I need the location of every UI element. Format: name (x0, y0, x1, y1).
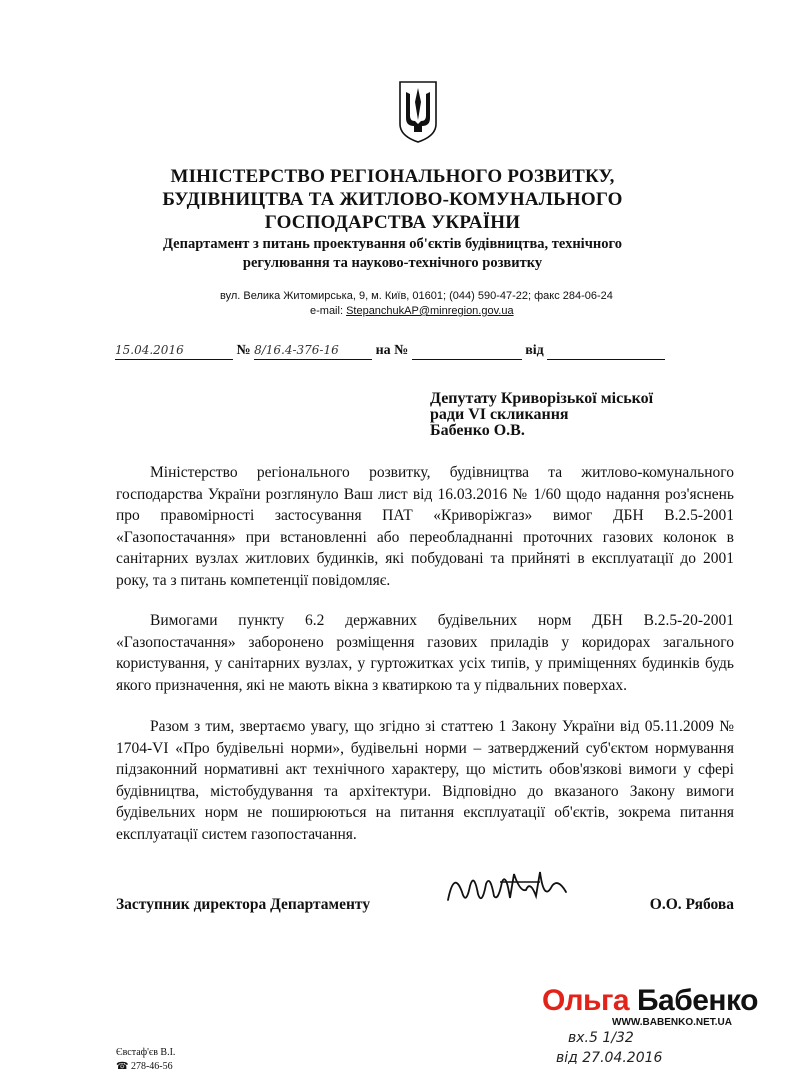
watermark-first-name: Ольга (542, 984, 630, 1017)
addressee-line2: ради VI скликання (430, 406, 569, 423)
signatory-name: О.О. Рябова (649, 896, 734, 913)
handwritten-signature (440, 862, 580, 912)
reg-on-label: на № (375, 343, 409, 358)
reg-on-field (412, 343, 522, 360)
reg-from-label: від (525, 343, 544, 358)
coat-of-arms-icon (397, 80, 439, 144)
email-label: e-mail: (310, 305, 347, 317)
reg-date: 15.04.2016 (115, 343, 184, 357)
watermark-brand (542, 984, 758, 1018)
email-link[interactable]: StepanchukAP@minregion.gov.ua (346, 305, 514, 317)
registration-line (115, 343, 675, 361)
executor-name: Євстаф'єв В.І. (116, 1047, 176, 1058)
org-name-line1: МІНІСТЕРСТВО РЕГІОНАЛЬНОГО РОЗВИТКУ, (170, 166, 615, 187)
executor-phone: ☎ 278-46-56 (116, 1061, 173, 1072)
incoming-date-note: від 27.04.2016 (556, 1050, 663, 1066)
org-address: вул. Велика Житомирська, 9, м. Київ, 01601; (044) 590-47-22; факс 284-06-24 (220, 290, 613, 302)
body-paragraph-3: Разом з тим, звертаємо увагу, що згідно зі статтею 1 Закону України від 05.11.2009 № 1704-VI «Про будівельні норми», будівельні норми – затверджений суб'єктом нормування підзаконний нормативні акт технічного характеру, що містить обов'язкові вимоги у сфері будівництва, містобудування та архітектури. Відповідно до вказаного Закону вимоги будівельних норм не поширюються на питання експлуатації об'єктів, зокрема питання експлуатації систем газопостачання. (116, 718, 734, 843)
department-line2: регулювання та науково-технічного розвитку (242, 255, 543, 271)
reg-number-label: № (236, 343, 251, 358)
reg-number-field (254, 343, 372, 360)
addressee-line3: Бабенко О.В. (430, 422, 525, 439)
department-line1: Департамент з питань проектування об'єктів будівництва, технічного (163, 236, 622, 252)
addressee-line1: Депутату Криворізької міської (430, 390, 654, 407)
body-paragraph-1: Міністерство регіонального розвитку, будівництва та житлово-комунального господарства України розглянуло Ваш лист від 16.03.2016 № 1/60 щодо надання роз'яснень про правомірності застосування ПАТ «Криворіжгаз» вимог ДБН В.2.5-2001 «Газопостачання» при встановленні або переобладнанні проточних газових колонок в санітарних вузлах житлових будинків, які побудовані та прийняті в експлуатації до 2001 року, та з питань компетенції повідомляє. (116, 464, 734, 589)
watermark-url[interactable]: WWW.BABENKO.NET.UA (612, 1017, 732, 1028)
incoming-registration-note: вх.5 1/32 (568, 1030, 634, 1046)
signatory-title: Заступник директора Департаменту (116, 896, 371, 913)
org-name-line3: ГОСПОДАРСТВА УКРАЇНИ (264, 212, 521, 233)
reg-number: 8/16.4-376-16 (254, 343, 339, 357)
reg-from-field (547, 343, 665, 360)
body-paragraph-2: Вимогами пункту 6.2 державних будівельних норм ДБН В.2.5-20-2001 «Газопостачання» заборонено розміщення газових приладів у коридорах загального користування, у санітарних вузлах, у гуртожитках усіх типів, у приміщеннях будинків будь якого призначення, які не мають вікна з кватиркою та у підвальних поверхах. (116, 612, 734, 694)
watermark-last-name: Бабенко (636, 984, 758, 1017)
reg-date-field (115, 343, 233, 360)
org-name-line2: БУДІВНИЦТВА ТА ЖИТЛОВО-КОМУНАЛЬНОГО (162, 189, 623, 210)
org-email-line (310, 305, 514, 317)
